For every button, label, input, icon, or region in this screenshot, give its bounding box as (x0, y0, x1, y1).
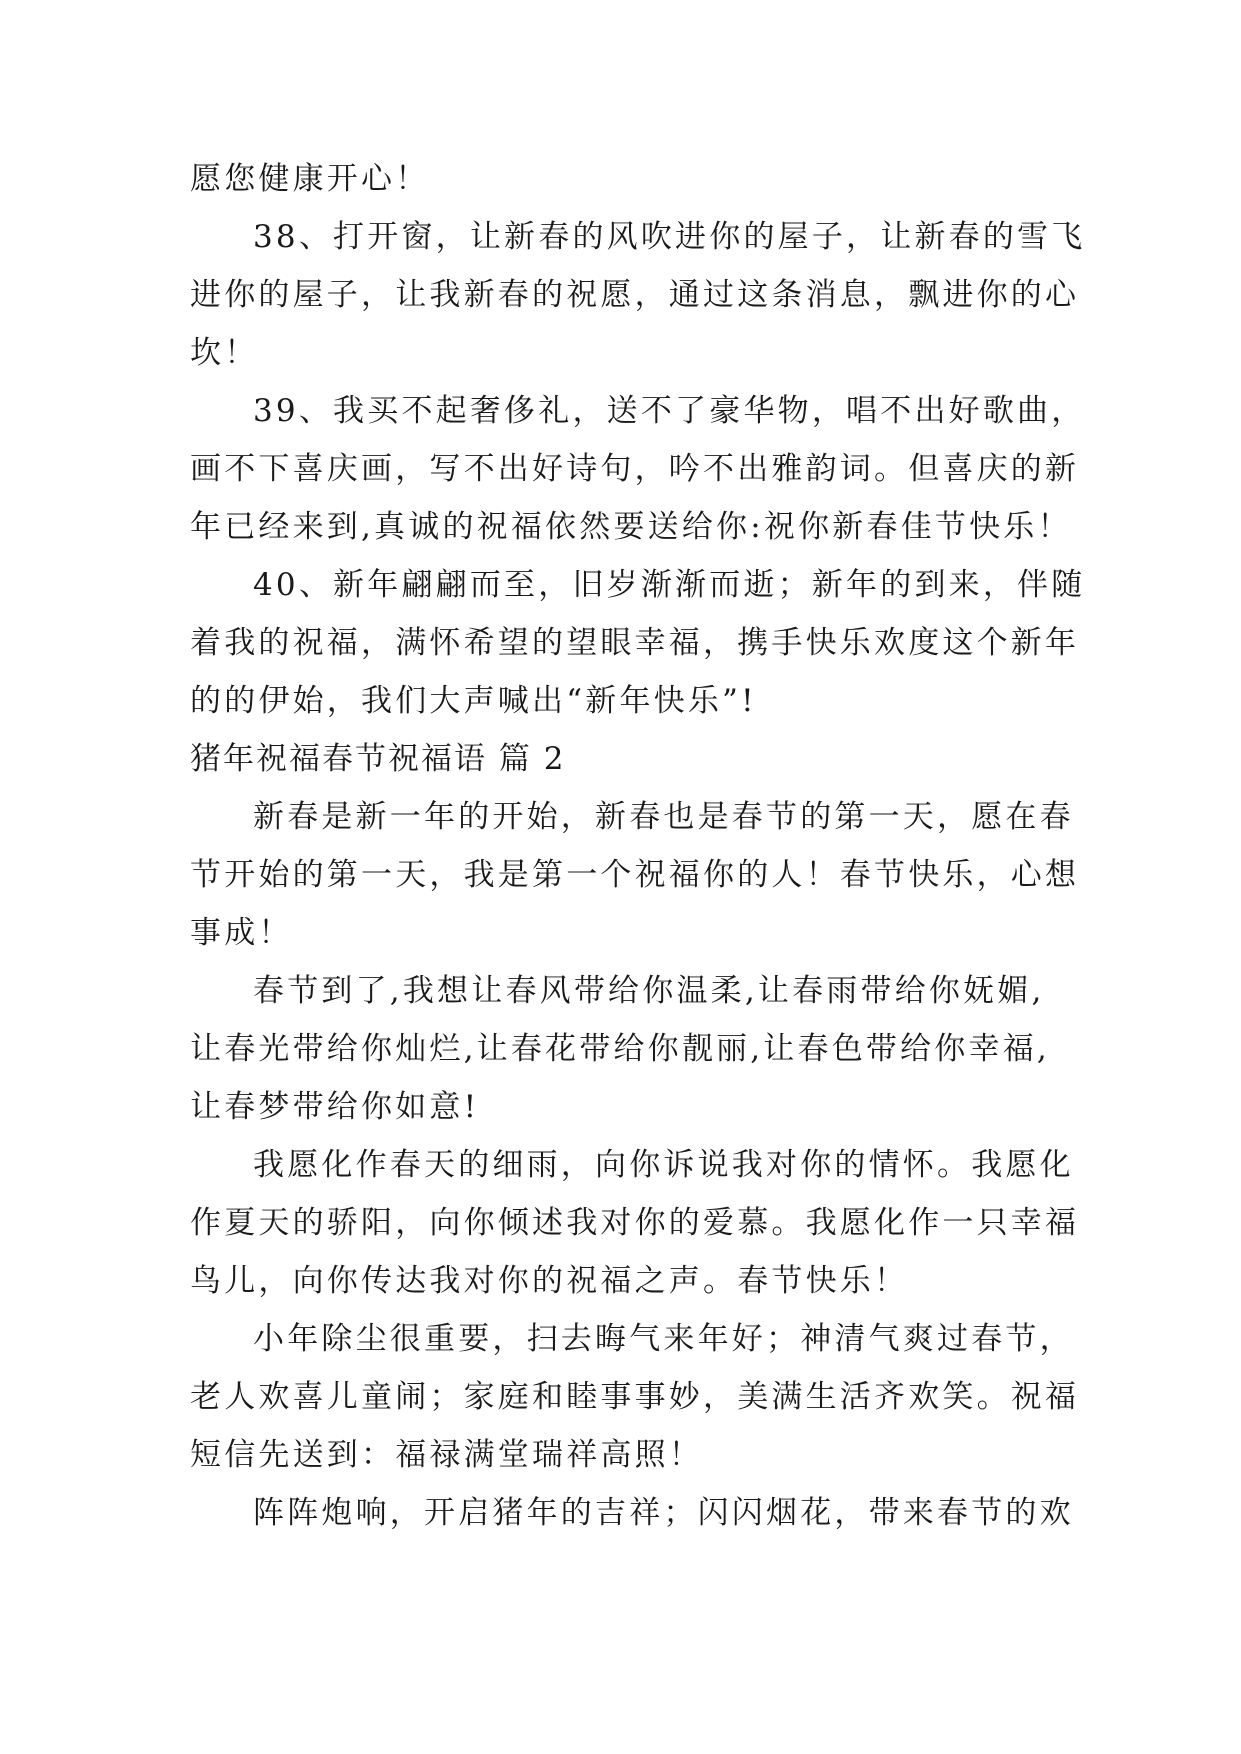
text-line: 坎！ (190, 335, 259, 371)
text-line: 40、新年翩翩而至，旧岁渐渐而逝；新年的到来，伴随 (253, 567, 1086, 603)
text-line: 小年除尘很重要，扫去晦气来年好；神清气爽过春节， (253, 1321, 1074, 1357)
text-line: 让春光带给你灿烂,让春花带给你靓丽,让春色带给你幸福, (190, 1031, 1050, 1067)
text-line: 老人欢喜儿童闹；家庭和睦事事妙，美满生活齐欢笑。祝福 (190, 1379, 1080, 1415)
text-line: 鸟儿，向你传达我对你的祝福之声。春节快乐！ (190, 1263, 909, 1299)
text-line: 短信先送到：福禄满堂瑞祥高照！ (190, 1437, 703, 1473)
text-line: 着我的祝福，满怀希望的望眼幸福，携手快乐欢度这个新年 (190, 625, 1080, 661)
text-line: 进你的屋子，让我新春的祝愿，通过这条消息，飘进你的心 (190, 277, 1080, 313)
text-line: 的的伊始，我们大声喊出“新年快乐”! (190, 683, 757, 719)
text-line: 39、我买不起奢侈礼，送不了豪华物，唱不出好歌曲， (253, 393, 1086, 429)
text-line: 春节到了,我想让春风带给你温柔,让春雨带给你妩媚, (253, 973, 1045, 1009)
text-line: 画不下喜庆画，写不出好诗句，吟不出雅韵词。但喜庆的新 (190, 451, 1080, 487)
section-heading: 猪年祝福春节祝福语 篇 2 (190, 741, 566, 777)
text-line: 新春是新一年的开始，新春也是春节的第一天，愿在春 (253, 799, 1074, 835)
document-page (190, 150, 1086, 1542)
text-line: 愿您健康开心！ (190, 161, 430, 197)
text-line: 年已经来到,真诚的祝福依然要送给你:祝你新春佳节快乐！ (190, 509, 1072, 545)
text-line: 节开始的第一天，我是第一个祝福你的人！春节快乐，心想 (190, 857, 1080, 893)
text-line: 我愿化作春天的细雨，向你诉说我对你的情怀。我愿化 (253, 1147, 1074, 1183)
text-line: 阵阵炮响，开启猪年的吉祥；闪闪烟花，带来春节的欢 (253, 1495, 1074, 1531)
text-line: 让春梦带给你如意! (190, 1089, 480, 1125)
text-line: 38、打开窗，让新春的风吹进你的屋子，让新春的雪飞 (253, 219, 1086, 255)
text-line: 作夏天的骄阳，向你倾述我对你的爱慕。我愿化作一只幸福 (190, 1205, 1080, 1241)
text-line: 事成！ (190, 915, 293, 951)
